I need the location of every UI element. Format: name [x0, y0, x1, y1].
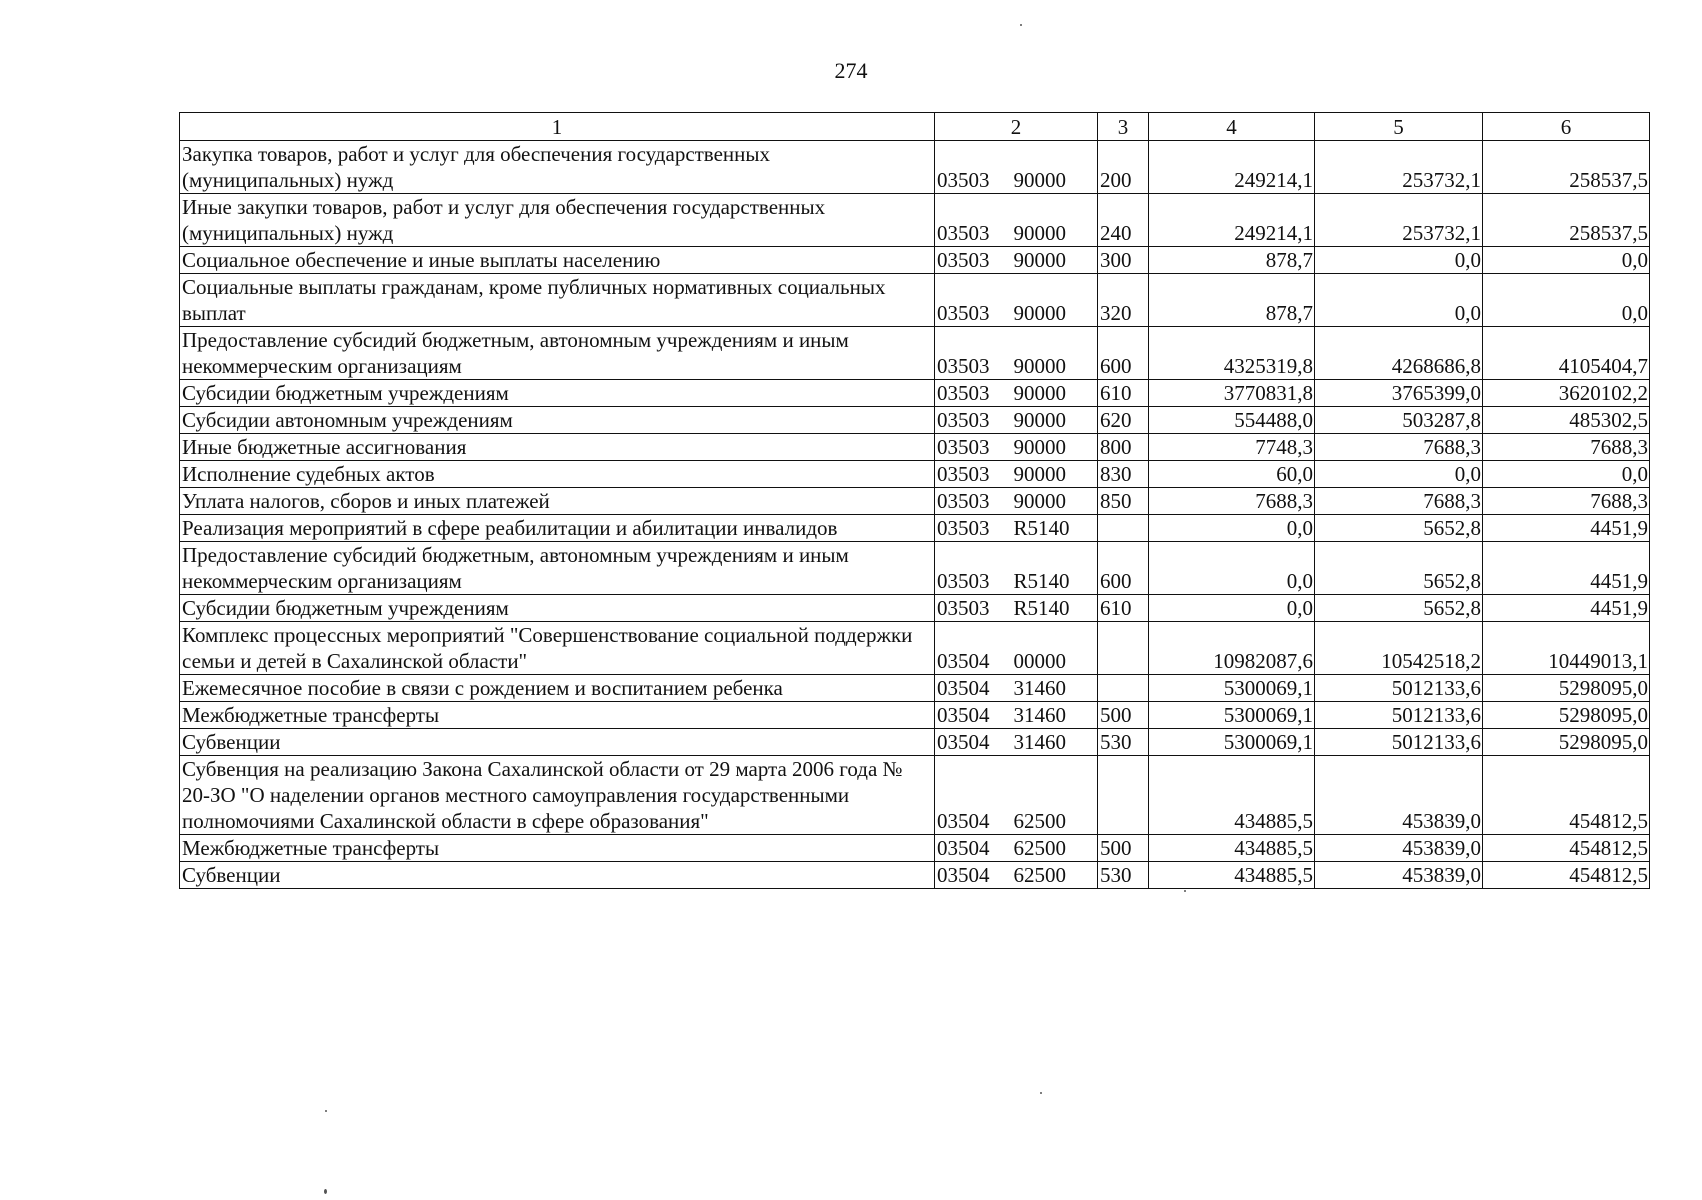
row-code-direction: R5140	[1013, 569, 1070, 593]
row-code	[935, 247, 1098, 274]
row-code-program: 03503	[937, 435, 990, 459]
row-code	[935, 434, 1098, 461]
row-code-direction: 90000	[1013, 462, 1066, 486]
row-code-program: 03504	[937, 676, 990, 700]
row-amount-year3: 7688,3	[1483, 488, 1650, 515]
row-code-direction: 90000	[1013, 301, 1066, 325]
row-amount-year3: 7688,3	[1483, 434, 1650, 461]
row-code-direction: 90000	[1013, 381, 1066, 405]
row-code-direction: 62500	[1013, 863, 1066, 887]
table-row	[180, 702, 1650, 729]
row-amount-year2: 253732,1	[1315, 194, 1483, 247]
row-expense-type: 530	[1098, 729, 1149, 756]
row-amount-year1: 434885,5	[1149, 862, 1315, 889]
row-amount-year1: 5300069,1	[1149, 729, 1315, 756]
table-row	[180, 542, 1650, 595]
row-amount-year1: 554488,0	[1149, 407, 1315, 434]
row-expense-type: 500	[1098, 702, 1149, 729]
row-code-program: 03503	[937, 381, 990, 405]
row-amount-year1: 10982087,6	[1149, 622, 1315, 675]
row-amount-year3: 454812,5	[1483, 862, 1650, 889]
row-code	[935, 488, 1098, 515]
row-code-program: 03504	[937, 730, 990, 754]
row-code-direction: 90000	[1013, 248, 1066, 272]
row-amount-year2: 7688,3	[1315, 488, 1483, 515]
row-amount-year3: 5298095,0	[1483, 729, 1650, 756]
table-row	[180, 756, 1650, 835]
header-col-3: 3	[1098, 113, 1149, 141]
table-row	[180, 380, 1650, 407]
row-name: Ежемесячное пособие в связи с рождением и воспитанием ребенка	[180, 675, 935, 702]
row-code	[935, 461, 1098, 488]
row-code	[935, 380, 1098, 407]
row-name: Социальные выплаты гражданам, кроме публичных нормативных социальных выплат	[180, 274, 935, 327]
row-amount-year2: 10542518,2	[1315, 622, 1483, 675]
row-code-program: 03503	[937, 462, 990, 486]
table-row	[180, 434, 1650, 461]
row-amount-year3: 454812,5	[1483, 756, 1650, 835]
row-name: Субвенции	[180, 862, 935, 889]
row-amount-year3: 3620102,2	[1483, 380, 1650, 407]
row-amount-year2: 453839,0	[1315, 756, 1483, 835]
row-amount-year1: 60,0	[1149, 461, 1315, 488]
row-name: Субсидии бюджетным учреждениям	[180, 380, 935, 407]
row-expense-type: 240	[1098, 194, 1149, 247]
row-amount-year1: 7688,3	[1149, 488, 1315, 515]
row-code	[935, 141, 1098, 194]
row-amount-year3: 258537,5	[1483, 141, 1650, 194]
row-amount-year2: 0,0	[1315, 274, 1483, 327]
row-amount-year1: 0,0	[1149, 595, 1315, 622]
row-amount-year3: 10449013,1	[1483, 622, 1650, 675]
row-name: Иные бюджетные ассигнования	[180, 434, 935, 461]
header-col-1: 1	[180, 113, 935, 141]
row-amount-year1: 249214,1	[1149, 194, 1315, 247]
row-amount-year1: 434885,5	[1149, 835, 1315, 862]
row-expense-type	[1098, 756, 1149, 835]
row-code	[935, 675, 1098, 702]
row-name: Реализация мероприятий в сфере реабилитации и абилитации инвалидов	[180, 515, 935, 542]
scan-speck	[1040, 1092, 1042, 1094]
row-code-direction: 90000	[1013, 408, 1066, 432]
row-amount-year2: 453839,0	[1315, 835, 1483, 862]
table-body	[180, 141, 1650, 889]
row-amount-year2: 503287,8	[1315, 407, 1483, 434]
table-row	[180, 622, 1650, 675]
row-code	[935, 756, 1098, 835]
row-code-direction: 00000	[1013, 649, 1066, 673]
row-code-direction: 31460	[1013, 676, 1066, 700]
row-name: Субсидии автономным учреждениям	[180, 407, 935, 434]
row-code	[935, 835, 1098, 862]
row-expense-type: 600	[1098, 327, 1149, 380]
table-row	[180, 274, 1650, 327]
row-expense-type: 830	[1098, 461, 1149, 488]
row-amount-year2: 5652,8	[1315, 595, 1483, 622]
row-code-program: 03503	[937, 569, 990, 593]
row-code	[935, 622, 1098, 675]
row-name: Исполнение судебных актов	[180, 461, 935, 488]
row-amount-year1: 434885,5	[1149, 756, 1315, 835]
row-expense-type	[1098, 622, 1149, 675]
row-amount-year1: 878,7	[1149, 274, 1315, 327]
table-row	[180, 141, 1650, 194]
row-code-program: 03504	[937, 836, 990, 860]
row-expense-type: 800	[1098, 434, 1149, 461]
table-row	[180, 327, 1650, 380]
row-amount-year1: 249214,1	[1149, 141, 1315, 194]
row-amount-year3: 4451,9	[1483, 515, 1650, 542]
row-code-direction: 31460	[1013, 730, 1066, 754]
page-number: 274	[834, 58, 868, 83]
header-col-5: 5	[1315, 113, 1483, 141]
row-expense-type: 300	[1098, 247, 1149, 274]
row-code-program: 03503	[937, 516, 990, 540]
row-amount-year1: 5300069,1	[1149, 702, 1315, 729]
row-expense-type: 600	[1098, 542, 1149, 595]
row-amount-year2: 253732,1	[1315, 141, 1483, 194]
row-name: Комплекс процессных мероприятий "Совершенствование социальной поддержки семьи и детей в Сахалинской области"	[180, 622, 935, 675]
table-row	[180, 675, 1650, 702]
row-amount-year1: 4325319,8	[1149, 327, 1315, 380]
row-name: Межбюджетные трансферты	[180, 702, 935, 729]
row-code-program: 03503	[937, 489, 990, 513]
row-code-program: 03504	[937, 809, 990, 833]
row-name: Субвенции	[180, 729, 935, 756]
header-col-2: 2	[935, 113, 1098, 141]
table-row	[180, 515, 1650, 542]
row-expense-type: 530	[1098, 862, 1149, 889]
row-code-program: 03503	[937, 408, 990, 432]
row-amount-year1: 878,7	[1149, 247, 1315, 274]
row-name: Иные закупки товаров, работ и услуг для обеспечения государственных (муниципальных) нужд	[180, 194, 935, 247]
row-code	[935, 407, 1098, 434]
row-amount-year2: 5652,8	[1315, 515, 1483, 542]
table-row	[180, 729, 1650, 756]
row-code	[935, 862, 1098, 889]
row-code	[935, 327, 1098, 380]
row-amount-year2: 3765399,0	[1315, 380, 1483, 407]
row-code-direction: R5140	[1013, 516, 1070, 540]
row-amount-year3: 0,0	[1483, 461, 1650, 488]
row-code-direction: 90000	[1013, 435, 1066, 459]
row-amount-year2: 0,0	[1315, 461, 1483, 488]
row-name: Субвенция на реализацию Закона Сахалинской области от 29 марта 2006 года № 20-ЗО "О наделении органов местного самоуправления государственными полномочиями Сахалинской области в сфере образования"	[180, 756, 935, 835]
row-amount-year3: 485302,5	[1483, 407, 1650, 434]
row-amount-year3: 5298095,0	[1483, 675, 1650, 702]
row-amount-year2: 5012133,6	[1315, 675, 1483, 702]
table-row	[180, 461, 1650, 488]
row-expense-type: 610	[1098, 595, 1149, 622]
row-amount-year1: 3770831,8	[1149, 380, 1315, 407]
row-code-direction: 62500	[1013, 836, 1066, 860]
row-code-program: 03503	[937, 301, 990, 325]
row-code	[935, 542, 1098, 595]
row-amount-year3: 0,0	[1483, 274, 1650, 327]
row-name: Субсидии бюджетным учреждениям	[180, 595, 935, 622]
row-code	[935, 515, 1098, 542]
row-amount-year2: 0,0	[1315, 247, 1483, 274]
row-code	[935, 194, 1098, 247]
row-expense-type: 500	[1098, 835, 1149, 862]
table-row	[180, 488, 1650, 515]
row-name: Предоставление субсидий бюджетным, автономным учреждениям и иным некоммерческим организациям	[180, 327, 935, 380]
row-expense-type: 320	[1098, 274, 1149, 327]
table-row	[180, 194, 1650, 247]
row-amount-year3: 258537,5	[1483, 194, 1650, 247]
row-amount-year3: 4451,9	[1483, 595, 1650, 622]
row-amount-year1: 7748,3	[1149, 434, 1315, 461]
row-amount-year2: 4268686,8	[1315, 327, 1483, 380]
row-amount-year3: 5298095,0	[1483, 702, 1650, 729]
table-row	[180, 862, 1650, 889]
row-code	[935, 729, 1098, 756]
row-code-direction: R5140	[1013, 596, 1070, 620]
row-name: Уплата налогов, сборов и иных платежей	[180, 488, 935, 515]
row-code-program: 03503	[937, 168, 990, 192]
row-code-direction: 90000	[1013, 354, 1066, 378]
row-name: Закупка товаров, работ и услуг для обеспечения государственных (муниципальных) нужд	[180, 141, 935, 194]
row-code-program: 03503	[937, 354, 990, 378]
row-code-program: 03503	[937, 221, 990, 245]
row-code-program: 03504	[937, 863, 990, 887]
table-header	[180, 113, 1650, 141]
table-row	[180, 247, 1650, 274]
row-expense-type	[1098, 675, 1149, 702]
scan-speck	[1020, 24, 1022, 26]
row-expense-type	[1098, 515, 1149, 542]
row-expense-type: 610	[1098, 380, 1149, 407]
row-name: Межбюджетные трансферты	[180, 835, 935, 862]
row-code-program: 03504	[937, 703, 990, 727]
row-name: Социальное обеспечение и иные выплаты населению	[180, 247, 935, 274]
budget-table	[179, 112, 1650, 889]
row-code-direction: 90000	[1013, 489, 1066, 513]
row-amount-year3: 0,0	[1483, 247, 1650, 274]
row-expense-type: 620	[1098, 407, 1149, 434]
row-code-program: 03503	[937, 248, 990, 272]
row-amount-year3: 454812,5	[1483, 835, 1650, 862]
row-code	[935, 595, 1098, 622]
row-code-program: 03504	[937, 649, 990, 673]
row-amount-year2: 5012133,6	[1315, 702, 1483, 729]
scan-speck	[1184, 890, 1186, 892]
row-amount-year2: 7688,3	[1315, 434, 1483, 461]
row-code-direction: 31460	[1013, 703, 1066, 727]
row-amount-year2: 5012133,6	[1315, 729, 1483, 756]
table-row	[180, 595, 1650, 622]
row-amount-year1: 0,0	[1149, 515, 1315, 542]
header-row	[180, 113, 1650, 141]
header-col-4: 4	[1149, 113, 1315, 141]
row-name: Предоставление субсидий бюджетным, автономным учреждениям и иным некоммерческим организациям	[180, 542, 935, 595]
table-row	[180, 835, 1650, 862]
row-code-direction: 62500	[1013, 809, 1066, 833]
row-amount-year1: 0,0	[1149, 542, 1315, 595]
row-amount-year3: 4105404,7	[1483, 327, 1650, 380]
row-amount-year3: 4451,9	[1483, 542, 1650, 595]
row-expense-type: 200	[1098, 141, 1149, 194]
row-code-program: 03503	[937, 596, 990, 620]
row-code-direction: 90000	[1013, 168, 1066, 192]
header-col-6: 6	[1483, 113, 1650, 141]
row-amount-year2: 5652,8	[1315, 542, 1483, 595]
row-code	[935, 702, 1098, 729]
table-row	[180, 407, 1650, 434]
row-amount-year1: 5300069,1	[1149, 675, 1315, 702]
row-amount-year2: 453839,0	[1315, 862, 1483, 889]
scan-speck	[325, 1110, 327, 1112]
row-code-direction: 90000	[1013, 221, 1066, 245]
scan-speck	[324, 1189, 327, 1194]
row-expense-type: 850	[1098, 488, 1149, 515]
row-code	[935, 274, 1098, 327]
